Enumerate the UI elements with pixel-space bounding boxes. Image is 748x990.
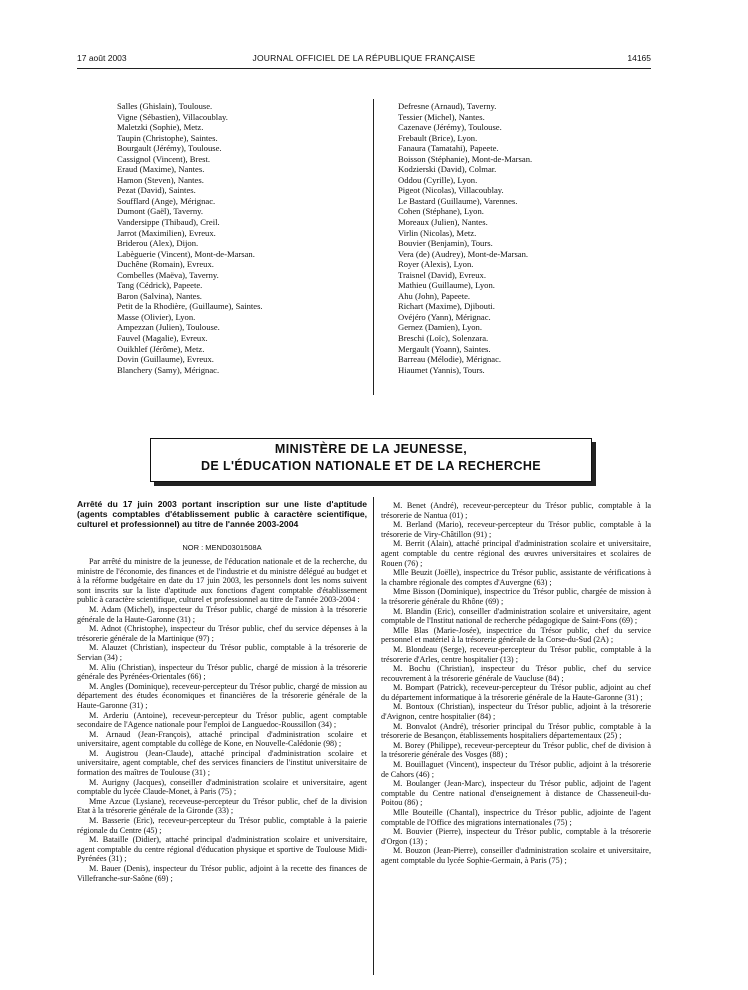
arrete-title: Arrêté du 17 juin 2003 portant inscription sur une liste d'aptitude (agents comptables d'établissement public à caractère scientifique, culturel et professionnel) au titre de l'année 2003-2004 bbox=[77, 499, 367, 529]
paragraph: M. Aliu (Christian), inspecteur du Trésor public, chargé de mission à la trésorerie générale des Pyrénées-Orientales (66) ; bbox=[77, 662, 367, 682]
page-number: 14165 bbox=[627, 53, 651, 63]
ministry-line-2: DE L'ÉDUCATION NATIONALE ET DE LA RECHERCHE bbox=[200, 459, 542, 473]
name-entry: Blanchery (Samy), Mérignac. bbox=[117, 364, 220, 375]
name-entry: Duchêne (Romain), Evreux. bbox=[117, 259, 214, 270]
name-entry: Eraud (Maxime), Nantes. bbox=[117, 164, 205, 175]
name-entry: Jarrot (Maximilien), Evreux. bbox=[117, 227, 216, 238]
name-entry: Mergault (Yoann), Saintes. bbox=[398, 343, 491, 354]
name-entry: Hiaumet (Yannis), Tours. bbox=[398, 364, 485, 375]
paragraph: M. Bauer (Denis), inspecteur du Trésor public, adjoint à la recette des finances de Villefranche-sur-Saône (69) ; bbox=[77, 864, 367, 883]
journal-title: JOURNAL OFFICIEL DE LA RÉPUBLIQUE FRANÇAISE bbox=[252, 53, 476, 63]
name-entry: Ampezzan (Julien), Toulouse. bbox=[117, 322, 220, 333]
name-entry: Pigeot (Nicolas), Villacoublay. bbox=[398, 185, 504, 196]
paragraph: M. Bouillaguet (Vincent), inspecteur du Trésor public, adjoint à la trésorerie de Cahors (46) ; bbox=[381, 760, 651, 779]
name-entry: Cazenave (Jérémy), Toulouse. bbox=[398, 122, 502, 133]
paragraph: M. Boulanger (Jean-Marc), inspecteur du Trésor public, adjoint de l'agent comptable du Centre national d'enseignement à distance de Chasseneuil-du-Poitou (86) ; bbox=[381, 779, 651, 808]
paragraph: M. Augistrou (Jean-Claude), attaché principal d'administration scolaire et universitaire, agent comptable, chef des services financiers de l'institut universitaire de formation des maîtres de Toulouse (31) ; bbox=[77, 748, 367, 778]
paragraph: M. Bompart (Patrick), receveur-percepteur du Trésor public, adjoint au chef du département informatique à la trésorerie générale de la Haute-Garonne (31) ; bbox=[381, 683, 651, 702]
name-entry: Frebault (Brice), Lyon. bbox=[398, 132, 478, 143]
name-entry: Masse (Olivier), Lyon. bbox=[117, 311, 196, 322]
paragraph: Mlle Bouteille (Chantal), inspectrice du Trésor public, adjointe de l'agent comptable de l'Office des migrations internationales (75) ; bbox=[381, 808, 651, 827]
paragraph: M. Berrit (Alain), attaché principal d'administration scolaire et universitaire, agent comptable du centre régional des œuvres universitaires et scolaires de Rouen (76) ; bbox=[381, 539, 651, 568]
names-list-left bbox=[117, 101, 263, 375]
paragraph: Mlle Beuzit (Joëlle), inspectrice du Trésor public, assistante de vérifications à la chambre régionale des comptes d'Auvergne (63) ; bbox=[381, 568, 651, 587]
name-entry: Petit de la Rhodière, (Guillaume), Saintes. bbox=[117, 301, 263, 312]
paragraph: Mme Azcue (Lysiane), receveuse-percepteur du Trésor public, chef de la division Etat à la trésorerie générale de la Gironde (33) ; bbox=[77, 796, 367, 816]
paragraph: M. Adnot (Christophe), inspecteur du Trésor public, chef du service dépenses à la trésorerie générale de la Martinique (97) ; bbox=[77, 624, 367, 643]
paragraph: M. Aurigny (Jacques), conseiller d'administration scolaire et universitaire, agent comptable du lycée Claude-Monet, à Paris (75) ; bbox=[77, 777, 367, 797]
name-entry: Breschi (Loïc), Solenzara. bbox=[398, 333, 489, 344]
column-divider-bottom bbox=[373, 497, 374, 975]
name-entry: Royer (Alexis), Lyon. bbox=[398, 259, 474, 270]
name-entry: Fauvel (Magalie), Evreux. bbox=[117, 333, 208, 344]
nor-reference: NOR : MEND0301508A bbox=[182, 543, 262, 552]
name-entry: Le Bastard (Guillaume), Varennes. bbox=[398, 195, 518, 206]
name-entry: Baron (Salvina), Nantes. bbox=[117, 290, 202, 301]
header-date: 17 août 2003 bbox=[77, 53, 127, 63]
name-entry: Bouvier (Benjamin), Tours. bbox=[398, 238, 493, 249]
name-entry: Cassignol (Vincent), Brest. bbox=[117, 153, 211, 164]
paragraph: M. Basserie (Eric), receveur-percepteur du Trésor public, comptable à la paierie régionale du Centre (45) ; bbox=[77, 816, 367, 835]
name-entry: Oddou (Cyrille), Lyon. bbox=[398, 174, 478, 185]
column-divider-top bbox=[373, 99, 374, 395]
header-rule bbox=[77, 68, 651, 69]
name-entry: Ahu (John), Papeete. bbox=[398, 290, 471, 301]
name-entry: Moreaux (Julien), Nantes. bbox=[398, 217, 488, 228]
paragraph: M. Bataille (Didier), attaché principal d'administration scolaire et universitaire, agent comptable du centre régional d'éducation physique et sportive de Toulouse Midi-Pyrénées (31) ; bbox=[77, 835, 367, 864]
name-entry: Tessier (Michel), Nantes. bbox=[398, 111, 485, 122]
paragraph: M. Adam (Michel), inspecteur du Trésor public, chargé de mission à la trésorerie générale de la Haute-Garonne (31) ; bbox=[77, 604, 367, 624]
name-entry: Taupin (Christophe), Saintes. bbox=[117, 132, 218, 143]
paragraph: M. Angles (Dominique), receveur-percepteur du Trésor public, chargé de mission au département des études économiques et financières de la trésorerie générale de la Haute-Garonne (31) ; bbox=[77, 681, 367, 710]
paragraph: M. Benet (André), receveur-percepteur du Trésor public, comptable à la trésorerie de Nantua (01) ; bbox=[381, 501, 651, 520]
name-entry: Ouikhlef (Jérôme), Metz. bbox=[117, 343, 205, 354]
paragraph: Par arrêté du ministre de la jeunesse, de l'éducation nationale et de la recherche, du ministre de l'économie, des finances et de l'industrie et du ministre délégué au budget et à la réforme budgétaire en date du 17 juin 2003, les personnels dont les noms suivent sont inscrits sur la liste d'aptitude aux fonctions d'agent comptable d'établissement public à caractère scientifique, culturel et professionnel au titre de l'année 2003-2004 : bbox=[77, 557, 367, 605]
name-entry: Vera (de) (Audrey), Mont-de-Marsan. bbox=[398, 248, 529, 259]
body-column-left bbox=[77, 557, 367, 883]
name-entry: Dumont (Gaël), Taverny. bbox=[117, 206, 204, 217]
paragraph: M. Alauzet (Christian), inspecteur du Trésor public, comptable à la trésorerie de Servian (34) ; bbox=[77, 643, 367, 662]
paragraph: M. Arderiu (Antoine), receveur-percepteur du Trésor public, agent comptable secondaire de l'Agence nationale pour l'emploi de Languedoc-Roussillon (34) ; bbox=[77, 710, 367, 730]
name-entry: Maletzki (Sophie), Metz. bbox=[117, 122, 204, 133]
body-column-right bbox=[381, 501, 651, 866]
paragraph: M. Bonvalot (André), trésorier principal du Trésor public, comptable à la trésorerie de Besançon, établissements hospitaliers départementaux (25) ; bbox=[381, 721, 651, 741]
name-entry: Dovin (Guillaume), Evreux. bbox=[117, 354, 214, 365]
name-entry: Hamon (Steven), Nantes. bbox=[117, 174, 204, 185]
paragraph: M. Bontoux (Christian), inspecteur du Trésor public, adjoint à la trésorerie d'Avignon, centre hospitalier (84) ; bbox=[381, 702, 651, 722]
name-entry: Richart (Maxime), Djibouti. bbox=[398, 301, 495, 312]
page-header bbox=[77, 53, 651, 67]
paragraph: M. Arnaud (Jean-François), attaché principal d'administration scolaire et universitaire, agent comptable du collège de Kone, en Nouvelle-Calédonie (98) ; bbox=[77, 729, 367, 749]
paragraph: M. Blondeau (Serge), receveur-percepteur du Trésor public, comptable à la trésorerie d'Arles, centre hospitalier (13) ; bbox=[381, 644, 651, 664]
paragraph: M. Bouvier (Pierre), inspecteur du Trésor public, comptable à la trésorerie d'Orgon (13) ; bbox=[381, 827, 651, 846]
name-entry: Vandersippe (Thibaud), Creil. bbox=[117, 217, 220, 228]
paragraph: M. Bochu (Christian), inspecteur du Trésor public, chef du service recouvrement à la trésorerie générale de Vaucluse (84) ; bbox=[381, 664, 651, 683]
paragraph: Mlle Blas (Marie-Josée), inspectrice du Trésor public, chef du service personnel et matériel à la trésorerie générale de la Corse-du-Sud (2A) ; bbox=[381, 625, 651, 645]
name-entry: Bourgault (Jérémy), Toulouse. bbox=[117, 143, 222, 154]
name-entry: Defresne (Arnaud), Taverny. bbox=[398, 101, 497, 111]
paragraph: M. Borey (Philippe), receveur-percepteur du Trésor public, chef de division à la trésorerie générale des Vosges (88) ; bbox=[381, 740, 651, 760]
name-entry: Tang (Cédrick), Papeete. bbox=[117, 280, 203, 291]
name-entry: Boisson (Stéphanie), Mont-de-Marsan. bbox=[398, 153, 533, 164]
name-entry: Traisnel (David), Evreux. bbox=[398, 269, 486, 280]
paragraph: Mme Bisson (Dominique), inspectrice du Trésor public, chargée de mission à la trésorerie générale du Rhône (69) ; bbox=[381, 587, 651, 606]
name-entry: Pezat (David), Saintes. bbox=[117, 185, 196, 196]
name-entry: Vigne (Sébastien), Villacoublay. bbox=[117, 111, 228, 122]
name-entry: Soufflard (Ange), Mérignac. bbox=[117, 195, 216, 206]
name-entry: Briderou (Alex), Dijon. bbox=[117, 238, 199, 249]
name-entry: Salles (Ghislain), Toulouse. bbox=[117, 101, 213, 111]
paragraph: M. Bouzon (Jean-Pierre), conseiller d'administration scolaire et universitaire, agent comptable du lycée Sophie-Germain, à Paris (75) ; bbox=[381, 846, 651, 865]
names-list-right bbox=[398, 101, 532, 375]
paragraph: M. Blandin (Eric), conseiller d'administration scolaire et universitaire, agent comptable de l'Institut national de recherche pédagogique de Saint-Fons (69) ; bbox=[381, 606, 651, 626]
name-entry: Kodzierski (David), Colmar. bbox=[398, 164, 497, 175]
ministry-line-1: MINISTÈRE DE LA JEUNESSE, bbox=[274, 442, 468, 456]
name-entry: Labèguerie (Vincent), Mont-de-Marsan. bbox=[117, 248, 255, 259]
name-entry: Mathieu (Guillaume), Lyon. bbox=[398, 280, 495, 291]
name-entry: Virlin (Nicolas), Metz. bbox=[398, 227, 477, 238]
name-entry: Gernez (Damien), Lyon. bbox=[398, 322, 482, 333]
name-entry: Fanaura (Tamatahi), Papeete. bbox=[398, 143, 499, 154]
paragraph: M. Berland (Mario), receveur-percepteur du Trésor public, comptable à la trésorerie de Viry-Châtillon (91) ; bbox=[381, 520, 651, 539]
name-entry: Ovéjéro (Yann), Mérignac. bbox=[398, 311, 491, 322]
name-entry: Cohen (Stéphane), Lyon. bbox=[398, 206, 484, 217]
name-entry: Combelles (Maëva), Taverny. bbox=[117, 269, 219, 280]
name-entry: Barreau (Mélodie), Mérignac. bbox=[398, 354, 502, 365]
